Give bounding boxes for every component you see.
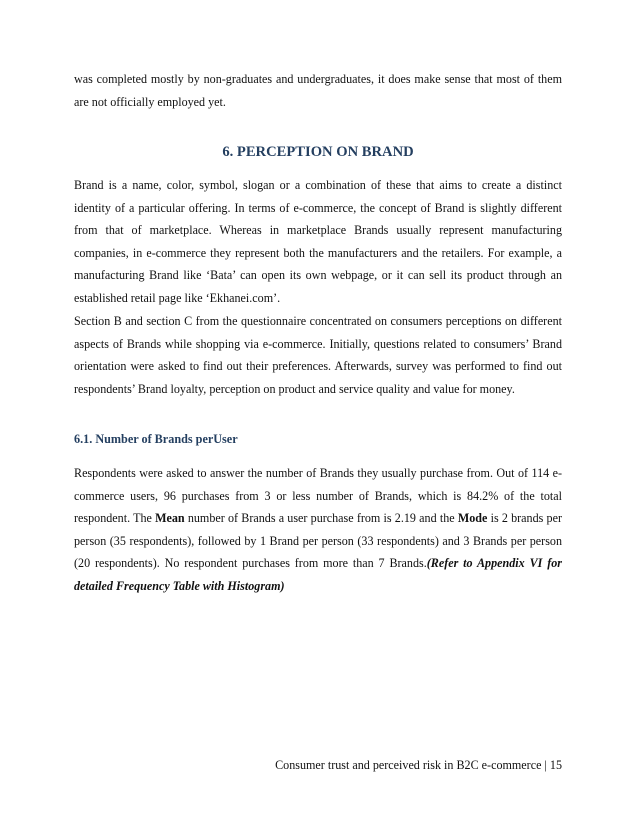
number-of-brands-paragraph xyxy=(74,462,562,597)
subsection-heading: 6.1. Number of Brands perUser xyxy=(74,432,238,446)
questionnaire-sections-paragraph: Section B and section C from the questionnaire concentrated on consumers perceptions on different aspects of Brands while shopping via e-commerce. Initially, questions related to consumers’ Brand orientation were asked to find out their preferences. Afterwards, survey was performed to find out respondents’ Brand loyalty, perception on product and service quality and value for money. xyxy=(74,314,562,396)
paragraph-text-part1: Respondents were asked to answer the number of Brands they usually purchase from. Out of 114 e-commerce users, 96 purchases from 3 or less number of Brands, which is 84.2% of the total respondent. The xyxy=(74,466,562,525)
mode-term: Mode xyxy=(457,511,488,525)
paragraph-text-part2: number of Brands a user purchase from is 2.19 and the xyxy=(184,511,458,525)
section-heading: 6. PERCEPTION ON BRAND xyxy=(222,144,414,160)
page-footer: Consumer trust and perceived risk in B2C e-commerce | 15 xyxy=(275,758,562,772)
appendix-reference: (Refer to Appendix VI for detailed Frequency Table with Histogram) xyxy=(74,556,562,593)
mean-term: Mean xyxy=(155,511,185,525)
intro-paragraph: was completed mostly by non-graduates and undergraduates, it does make sense that most of them are not officially employed yet. xyxy=(74,72,562,109)
brand-definition-paragraph: Brand is a name, color, symbol, slogan or a combination of these that aims to create a distinct identity of a particular offering. In terms of e-commerce, the concept of Brand is slightly different from that of marketplace. Whereas in marketplace Brands usually represent manufacturing companies, in e-commerce they represent both the manufacturers and the retailers. For example, a manufacturing Brand like ‘Bata’ can open its own webpage, or it can sell its product through an established retail page like ‘Ekhanei.com’. xyxy=(74,178,562,305)
paragraph-text-part3: is 2 brands per person (35 respondents), followed by 1 Brand per person (33 respondents) and 3 Brands per person (20 respondents). No respondent purchases from more than 7 Brands. xyxy=(74,511,562,570)
